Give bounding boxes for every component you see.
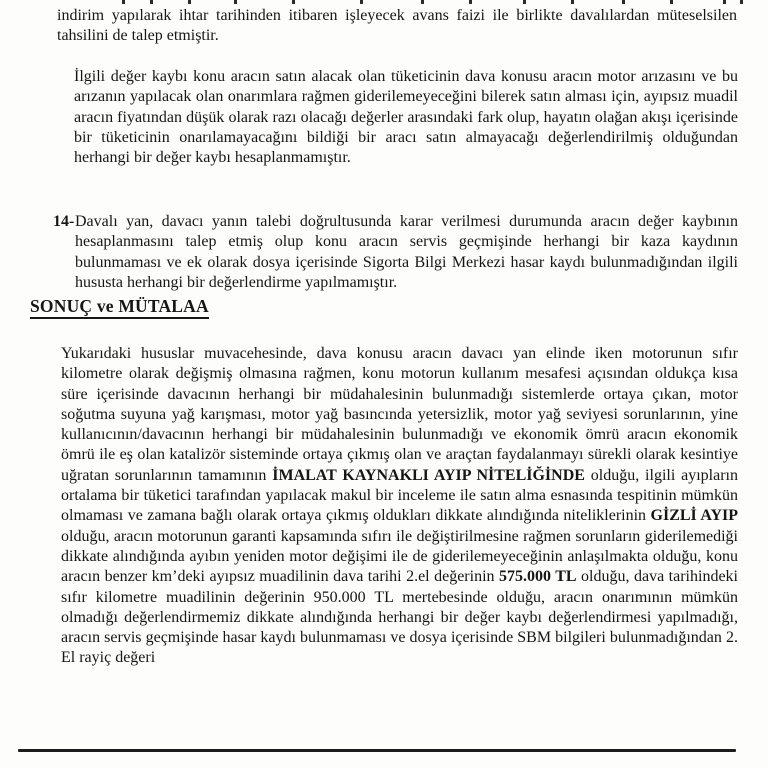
paragraph-conclusion [61,344,738,669]
conclusion-text-part-1: Yukarıdaki hususlar muvacehesinde, dava konusu aracın davacı yan elinde iken motorunun sıfır kilometre olarak değişmiş olmasına rağmen, konu motorun kullanım mesafesi açısından oldukça kısa süre içerisinde davacının herhangi bir müdahalesinin bulunmadığı sistemlerde ortaya çıkan, motor soğutma suyuna yağ karışması, motor yağ basıncında yetersizlik, motor yağ seviyesi sorunlarının, yine kullanıcının/davacının herhangi bir müdahalesinin bulunmadığı ve ekonomik ömrü aracın ekonomik ömrü ile eş olan katalizör sisteminde ortaya çıkmış olan ve araçtan faydalanmayı sürekli olarak kesintiye uğratan sorunlarının tamamının [61,345,738,484]
conclusion-text-part-4: olduğu, dava tarihindeki sıfır kilometre muadilinin değerinin 950.000 TL mertebesinde olduğu, aracın onarımının mümkün olmadığı değerlendirmemiz dikkate alındığında herhangi bir değer kaybı değerlendirmesi yapılmadığı, aracın servis geçmişinde hasar kaydı bulunmaması ve dosya içerisinde SBM bilgileri bulunmadığından 2. El rayiç değeri [61,568,738,667]
emphasis-575000-tl-value: 575.000 TL [499,568,577,586]
emphasis-imalat-kaynakli-ayip: İMALAT KAYNAKLI AYIP NİTELİĞİNDE [272,466,585,484]
emphasis-gizli-ayip: GİZLİ AYIP [650,507,739,525]
item-14-number: 14- [53,213,75,230]
descender-marks [122,0,125,4]
numbered-item-14 [53,212,738,293]
paragraph-claim-continuation: indirim yapılarak ihtar tarihinden itibaren işleyecek avans faizi ile birlikte davalılardan müteselsilen tahsilini de talep etmiştir. [57,7,737,45]
item-14-text: Davalı yan, davacı yanın talebi doğrultusunda karar verilmesi durumunda aracın değer kaybının hesaplanmasını talep etmiş olup konu aracın servis geçmişinde herhangi bir kaza kaydının bulunmaması ve ek olarak dosya içerisinde Sigorta Bilgi Merkezi hasar kaydı bulunmadığından ilgili hususta herhangi bir değerlendirme yapılmamıştır. [75,213,738,291]
section-heading-sonuc-ve-mutalaa: SONUÇ ve MÜTALAA [30,296,209,319]
clipped-line-remnant [0,0,768,5]
paragraph-value-loss-assessment: İlgili değer kaybı konu aracın satın alacak olan tüketicinin dava konusu aracın motor arızasını ve bu arızanın yapılacak olan onarımlara rağmen giderilemeyeceğini bilerek satın alması için, ayıpsız muadil aracın fiyatından düşük olarak razı olacağı değerler arasındaki fark olup, hayatın olağan akışı içerisinde bir tüketicinin onarılamayacağını bildiği bir aracı satın almayacağı değerlendirilmiş olduğundan herhangi bir değer kaybı hesaplanmamıştır. [74,68,738,167]
conclusion-text-part-3: olduğu, aracın motorunun garanti kapsamında sıfırı ile değiştirilmesine rağmen sorunların giderilemediği dikkate alındığında ayıbın yeniden motor değişimi ile de giderilemeyeceğinin anlaşılmakta olduğu, konu aracın benzer km’deki ayıpsız muadilinin dava tarihi 2.el değerinin [61,527,738,586]
conclusion-text-part-2: olduğu, ilgili ayıpların ortalama bir tüketici tarafından yapılacak makul bir inceleme ile satın alma esnasında tespitinin mümkün olmaması ve zamana bağlı olarak ortaya çıkmış oldukları dikkate alındığında niteliklerinin [61,466,738,525]
footer-rule [18,749,736,752]
